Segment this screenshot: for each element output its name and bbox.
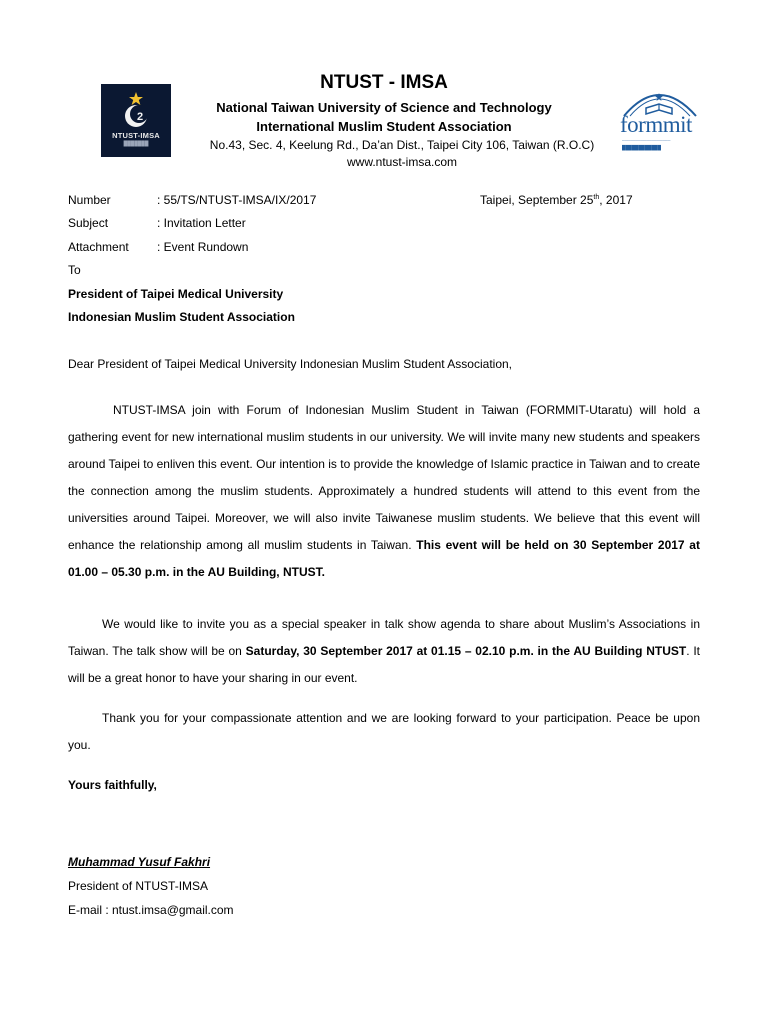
p2-text-1: We would like to invite you as a special speaker in talk show agenda to share about Muslim’s Associations in Taiwan. The talk show will be on xyxy=(68,617,700,658)
recipient-line-1: President of Taipei Medical University xyxy=(68,287,284,301)
university-name: National Taiwan University of Science and Technology xyxy=(216,100,552,115)
recipient-to: To xyxy=(68,263,81,277)
number-value: : 55/TS/NTUST-IMSA/IX/2017 xyxy=(157,193,317,207)
date-superscript: th xyxy=(593,194,600,201)
letterhead-address: No.43, Sec. 4, Keelung Rd., Da’an Dist., Taipei City 106, Taiwan (R.O.C) xyxy=(209,138,595,152)
body-paragraph-2 xyxy=(68,611,700,692)
p2-bold-text: Saturday, 30 September 2017 at 01.15 – 02.10 p.m. in the AU Building NTUST xyxy=(245,644,687,658)
formmit-logo-wordmark: formmit xyxy=(620,112,692,137)
attachment-value: : Event Rundown xyxy=(157,240,249,254)
association-name: International Muslim Student Association xyxy=(256,119,512,134)
attachment-label: Attachment xyxy=(68,240,129,254)
p1-text: NTUST-IMSA join with Forum of Indonesian Muslim Student in Taiwan (FORMMIT-Utaratu) will hold a gathering event for new international muslim students in our university. We will invite many new students and speakers around Taipei to enliven this event. Our intention is to provide the knowledge of Islamic practice in Taiwan and to create the connection among the muslim students. Approximately a hundred students will attend to this event from the universities around Taipei. Moreover, we will also invite Taiwanese muslim students. We believe that this event will enhance the relationship among all muslim students in Taiwan. xyxy=(68,403,700,552)
svg-text:2: 2 xyxy=(137,111,144,123)
signatory-title: President of NTUST-IMSA xyxy=(68,879,209,893)
number-label: Number xyxy=(68,193,111,207)
formmit-logo-chinese: ████████████ xyxy=(622,145,662,150)
date-prefix: Taipei, September 25 xyxy=(480,193,594,207)
letterhead-title: NTUST - IMSA xyxy=(320,72,448,93)
body-paragraph-1 xyxy=(68,397,700,586)
left-logo-name: NTUST-IMSA xyxy=(112,131,160,140)
letter-date xyxy=(480,193,633,207)
left-logo-subtext: ███████ xyxy=(123,141,149,147)
closing: Yours faithfully, xyxy=(68,778,157,792)
subject-value: : Invitation Letter xyxy=(157,216,246,230)
formmit-logo-tagline: ────────────────── xyxy=(622,139,671,143)
salutation: Dear President of Taipei Medical University Indonesian Muslim Student Association, xyxy=(68,357,512,371)
subject-label: Subject xyxy=(68,216,109,230)
date-suffix: , 2017 xyxy=(599,193,633,207)
p1-bold-text: This event will be held on 30 September 2017 at 01.00 – 05.30 p.m. in the AU Building, NTUST. xyxy=(68,538,700,579)
body-paragraph-3: Thank you for your compassionate attention and we are looking forward to your participation. Peace be upon you. xyxy=(68,711,700,752)
p2-text-2: . It will be a great honor to have your sharing in our event. xyxy=(68,644,700,685)
signatory-email[interactable]: E-mail : ntust.imsa@gmail.com xyxy=(68,903,234,917)
signatory-name: Muhammad Yusuf Fakhri xyxy=(68,855,211,869)
recipient-line-2: Indonesian Muslim Student Association xyxy=(68,310,295,324)
letterhead-website[interactable]: www.ntust-imsa.com xyxy=(346,155,458,169)
